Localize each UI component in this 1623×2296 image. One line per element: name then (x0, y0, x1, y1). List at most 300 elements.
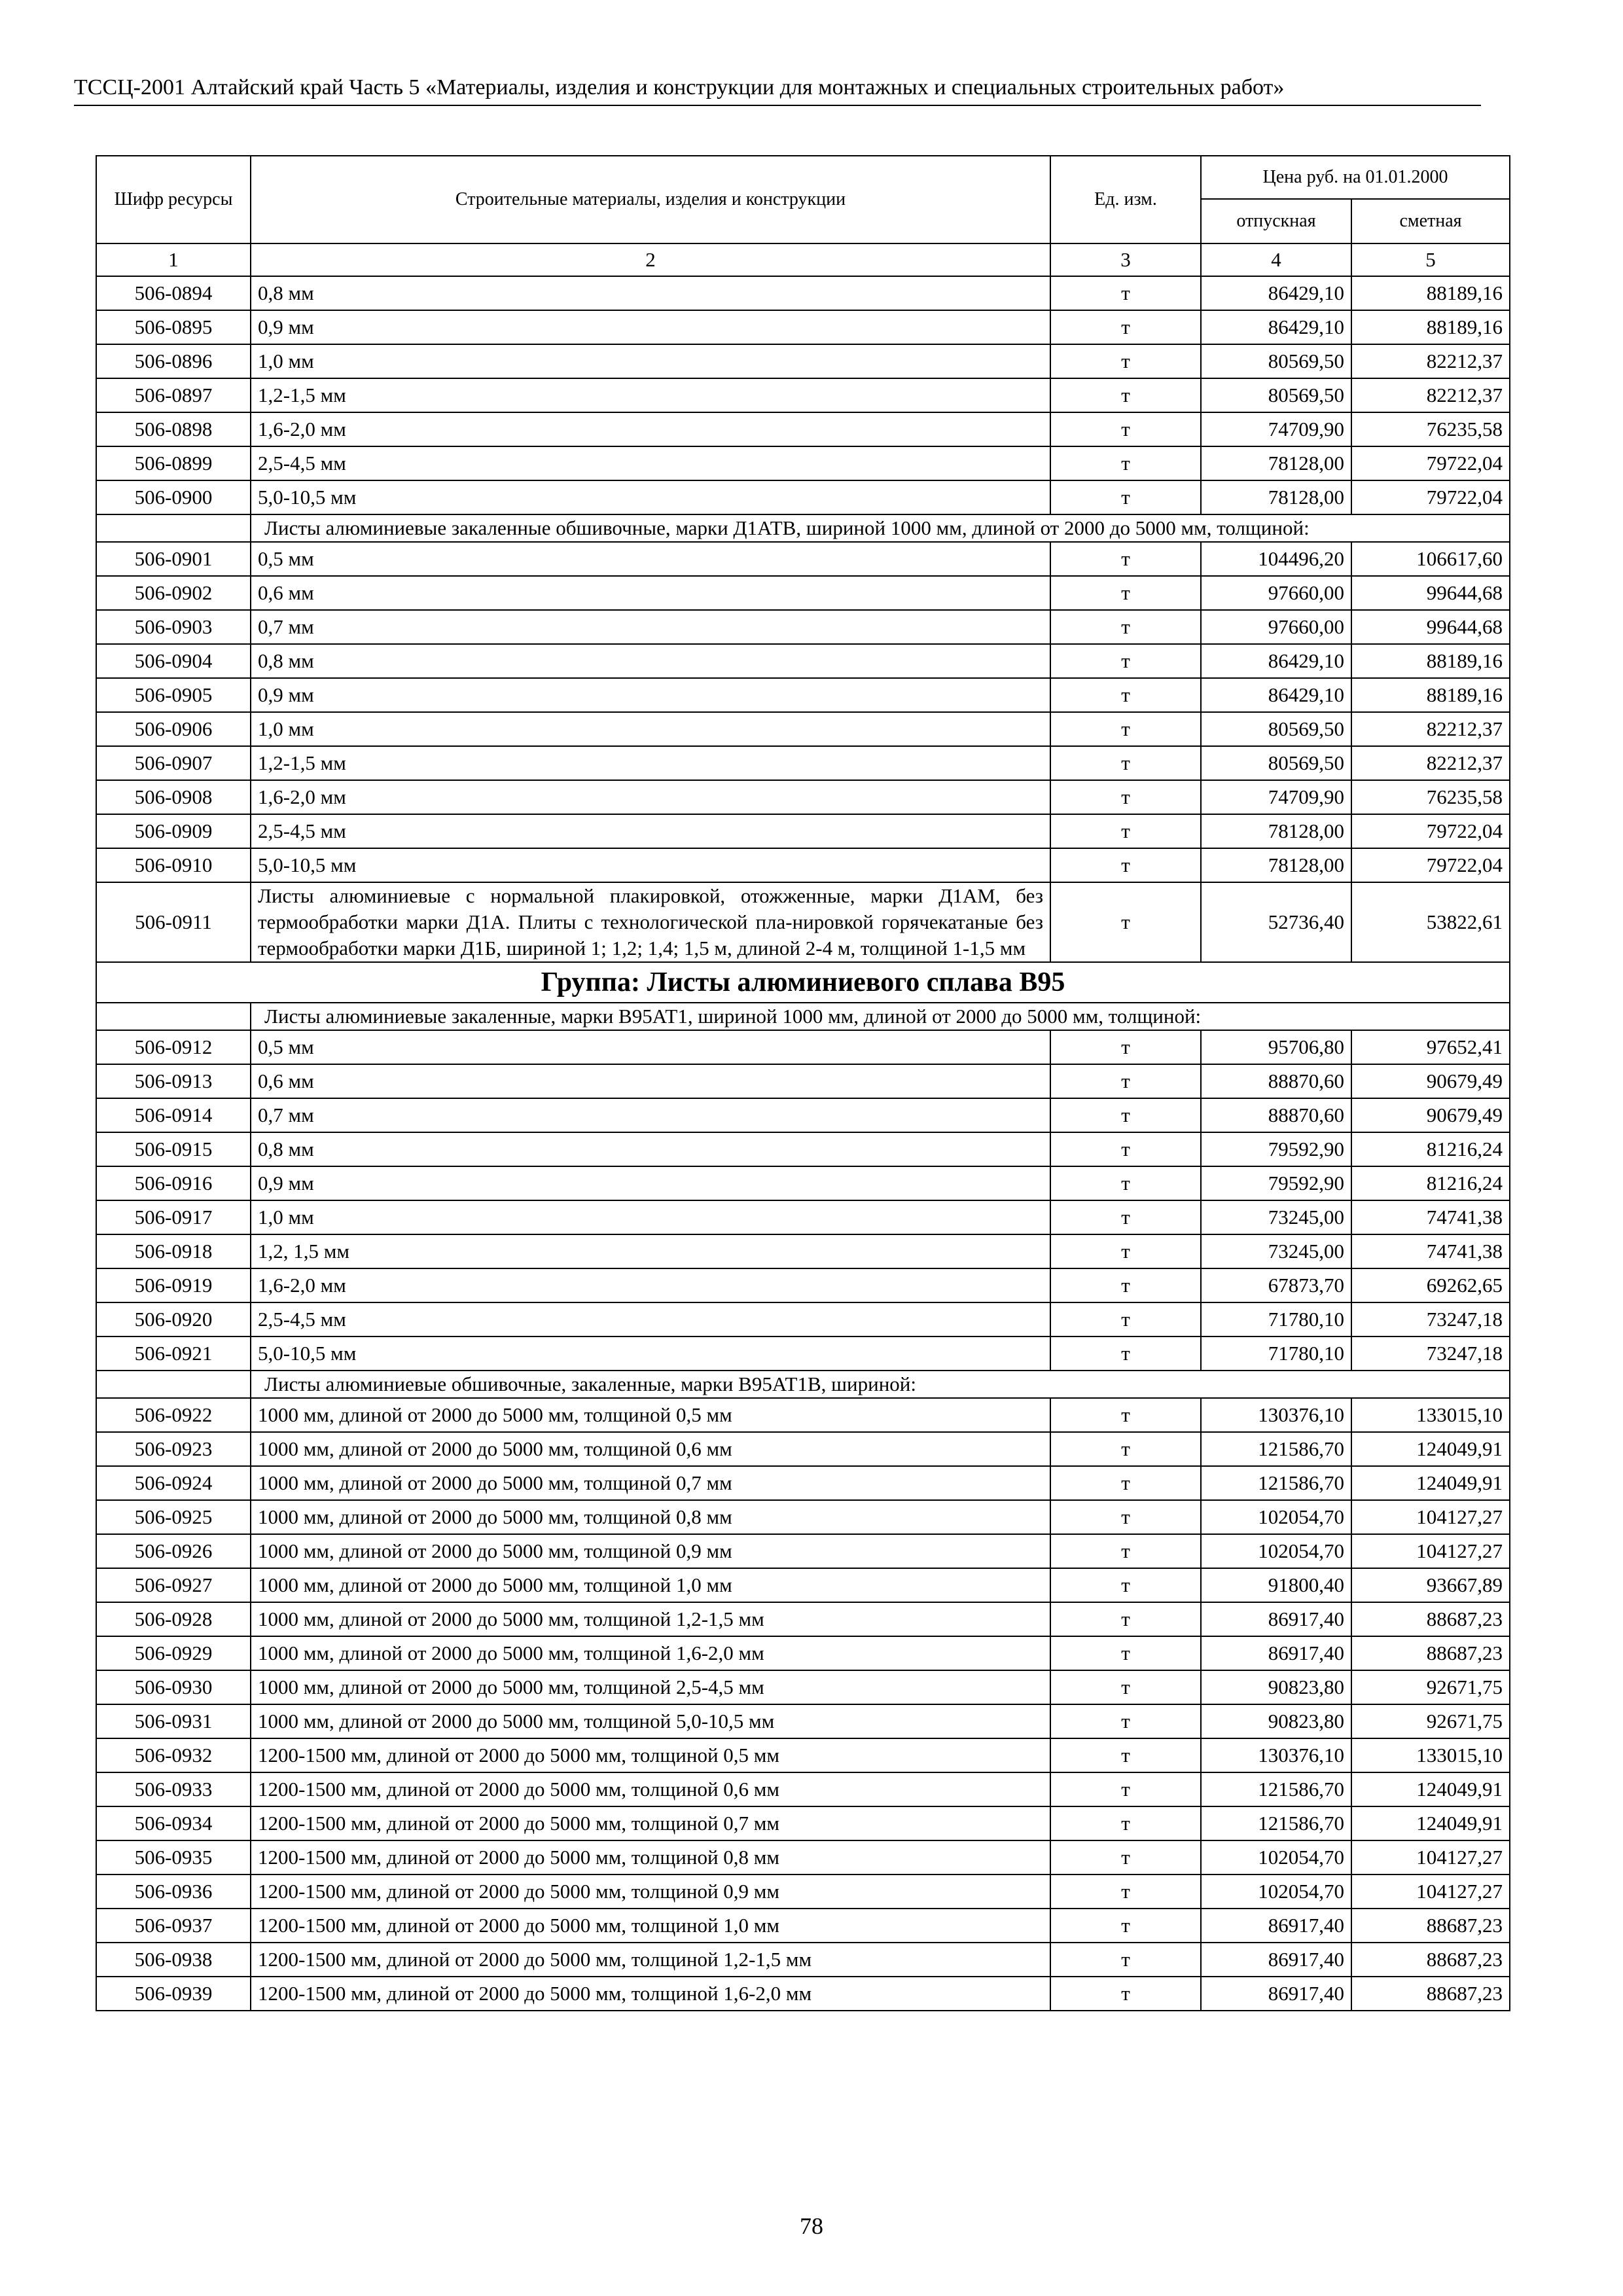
price-release: 86429,10 (1201, 276, 1351, 310)
price-release: 121586,70 (1201, 1432, 1351, 1466)
resource-code: 506-0928 (96, 1602, 251, 1636)
column-number-row (96, 243, 1510, 276)
resource-code: 506-0937 (96, 1909, 251, 1943)
price-release: 97660,00 (1201, 576, 1351, 610)
resource-code: 506-0923 (96, 1432, 251, 1466)
table-row (96, 1806, 1510, 1840)
material-name: 5,0-10,5 мм (251, 1336, 1050, 1371)
page-number: 78 (800, 2213, 823, 2239)
column-number: 5 (1351, 243, 1510, 276)
material-name: 1,2-1,5 мм (251, 378, 1050, 412)
table-row (96, 1909, 1510, 1943)
table-row (96, 1234, 1510, 1268)
price-estimate: 81216,24 (1351, 1132, 1510, 1166)
price-release: 102054,70 (1201, 1874, 1351, 1909)
resource-code: 506-0918 (96, 1234, 251, 1268)
resource-code: 506-0895 (96, 310, 251, 344)
price-release: 102054,70 (1201, 1500, 1351, 1534)
material-name: 1000 мм, длиной от 2000 до 5000 мм, толщиной 0,5 мм (251, 1398, 1050, 1432)
table-row (96, 576, 1510, 610)
table-row (96, 610, 1510, 644)
unit: т (1050, 576, 1201, 610)
price-estimate: 88687,23 (1351, 1977, 1510, 2011)
price-release: 73245,00 (1201, 1234, 1351, 1268)
material-name: 0,6 мм (251, 1064, 1050, 1098)
price-release: 73245,00 (1201, 1200, 1351, 1234)
column-number: 4 (1201, 243, 1351, 276)
price-estimate: 99644,68 (1351, 576, 1510, 610)
price-estimate: 88189,16 (1351, 310, 1510, 344)
price-estimate: 133015,10 (1351, 1738, 1510, 1772)
price-estimate: 106617,60 (1351, 542, 1510, 576)
price-release: 130376,10 (1201, 1398, 1351, 1432)
price-estimate: 88687,23 (1351, 1602, 1510, 1636)
price-estimate: 53822,61 (1351, 882, 1510, 962)
unit: т (1050, 1200, 1201, 1234)
table-row (96, 1466, 1510, 1500)
subheading-row (96, 1371, 1510, 1398)
price-release: 80569,50 (1201, 746, 1351, 780)
unit: т (1050, 378, 1201, 412)
resource-code: 506-0936 (96, 1874, 251, 1909)
resource-code: 506-0916 (96, 1166, 251, 1200)
material-name: 1200-1500 мм, длиной от 2000 до 5000 мм, толщиной 0,8 мм (251, 1840, 1050, 1874)
table-row (96, 712, 1510, 746)
material-name: 1200-1500 мм, длиной от 2000 до 5000 мм, толщиной 0,6 мм (251, 1772, 1050, 1806)
material-name: Листы алюминиевые с нормальной плакировкой, отожженные, марки Д1АМ, без термообработки марки Д1А. Плиты с технологической пла-нировкой горячекатаные без термообработки марки Д1Б, шириной 1; 1,2; 1,4; 1,5 м, длиной 2-4 м, толщиной 1-1,5 мм (251, 882, 1050, 962)
unit: т (1050, 882, 1201, 962)
unit: т (1050, 678, 1201, 712)
table-row (96, 1268, 1510, 1302)
subheading-text: Листы алюминиевые закаленные, марки В95АТ1, шириной 1000 мм, длиной от 2000 до 5000 мм, толщиной: (251, 1003, 1510, 1030)
price-estimate: 124049,91 (1351, 1432, 1510, 1466)
material-name: 1000 мм, длиной от 2000 до 5000 мм, толщиной 0,9 мм (251, 1534, 1050, 1568)
price-estimate: 99644,68 (1351, 610, 1510, 644)
price-release: 78128,00 (1201, 848, 1351, 882)
material-name: 0,7 мм (251, 610, 1050, 644)
empty-cell (96, 514, 251, 542)
price-estimate: 92671,75 (1351, 1704, 1510, 1738)
unit: т (1050, 644, 1201, 678)
price-release: 52736,40 (1201, 882, 1351, 962)
table-row (96, 848, 1510, 882)
resource-code: 506-0899 (96, 446, 251, 480)
resource-code: 506-0894 (96, 276, 251, 310)
price-release: 86917,40 (1201, 1909, 1351, 1943)
material-name: 1,0 мм (251, 712, 1050, 746)
price-estimate: 79722,04 (1351, 446, 1510, 480)
unit: т (1050, 1977, 1201, 2011)
material-name: 1000 мм, длиной от 2000 до 5000 мм, толщиной 2,5-4,5 мм (251, 1670, 1050, 1704)
material-name: 1,6-2,0 мм (251, 780, 1050, 814)
resource-code: 506-0906 (96, 712, 251, 746)
table-row (96, 310, 1510, 344)
unit: т (1050, 814, 1201, 848)
table-row (96, 1943, 1510, 1977)
material-name: 1000 мм, длиной от 2000 до 5000 мм, толщиной 0,6 мм (251, 1432, 1050, 1466)
resource-code: 506-0920 (96, 1302, 251, 1336)
material-name: 1,6-2,0 мм (251, 1268, 1050, 1302)
price-estimate: 76235,58 (1351, 780, 1510, 814)
price-release: 78128,00 (1201, 814, 1351, 848)
unit: т (1050, 1806, 1201, 1840)
price-estimate: 82212,37 (1351, 344, 1510, 378)
material-name: 1000 мм, длиной от 2000 до 5000 мм, толщиной 1,0 мм (251, 1568, 1050, 1602)
material-name: 5,0-10,5 мм (251, 848, 1050, 882)
price-release: 95706,80 (1201, 1030, 1351, 1064)
price-release: 121586,70 (1201, 1806, 1351, 1840)
price-estimate: 124049,91 (1351, 1772, 1510, 1806)
unit: т (1050, 1432, 1201, 1466)
subheading-row (96, 1003, 1510, 1030)
resource-code: 506-0933 (96, 1772, 251, 1806)
material-name: 2,5-4,5 мм (251, 1302, 1050, 1336)
material-name: 2,5-4,5 мм (251, 814, 1050, 848)
resource-code: 506-0931 (96, 1704, 251, 1738)
price-estimate: 93667,89 (1351, 1568, 1510, 1602)
material-name: 5,0-10,5 мм (251, 480, 1050, 514)
unit: т (1050, 1840, 1201, 1874)
price-release: 79592,90 (1201, 1132, 1351, 1166)
group-title: Группа: Листы алюминиевого сплава В95 (96, 962, 1510, 1003)
table-row (96, 1398, 1510, 1432)
material-name: 0,8 мм (251, 1132, 1050, 1166)
price-release: 121586,70 (1201, 1466, 1351, 1500)
price-estimate: 74741,38 (1351, 1234, 1510, 1268)
unit: т (1050, 1704, 1201, 1738)
price-estimate: 104127,27 (1351, 1840, 1510, 1874)
unit: т (1050, 848, 1201, 882)
material-name: 1000 мм, длиной от 2000 до 5000 мм, толщиной 1,2-1,5 мм (251, 1602, 1050, 1636)
material-name: 1200-1500 мм, длиной от 2000 до 5000 мм, толщиной 0,5 мм (251, 1738, 1050, 1772)
resource-code: 506-0921 (96, 1336, 251, 1371)
resource-code: 506-0939 (96, 1977, 251, 2011)
unit: т (1050, 1336, 1201, 1371)
price-release: 97660,00 (1201, 610, 1351, 644)
material-name: 1200-1500 мм, длиной от 2000 до 5000 мм, толщиной 1,2-1,5 мм (251, 1943, 1050, 1977)
price-estimate: 73247,18 (1351, 1302, 1510, 1336)
price-release: 86917,40 (1201, 1602, 1351, 1636)
price-release: 88870,60 (1201, 1098, 1351, 1132)
material-name: 1,6-2,0 мм (251, 412, 1050, 446)
price-estimate: 74741,38 (1351, 1200, 1510, 1234)
unit: т (1050, 610, 1201, 644)
empty-cell (96, 1003, 251, 1030)
table-row (96, 480, 1510, 514)
header-code: Шифр ресурсы (96, 156, 251, 243)
material-name: 2,5-4,5 мм (251, 446, 1050, 480)
header-unit: Ед. изм. (1050, 156, 1201, 243)
table-row (96, 378, 1510, 412)
table-row (96, 1738, 1510, 1772)
group-row (96, 962, 1510, 1003)
table-row (96, 1602, 1510, 1636)
price-estimate: 104127,27 (1351, 1534, 1510, 1568)
unit: т (1050, 1500, 1201, 1534)
resource-code: 506-0935 (96, 1840, 251, 1874)
unit: т (1050, 1132, 1201, 1166)
price-release: 78128,00 (1201, 446, 1351, 480)
table-row (96, 1064, 1510, 1098)
resource-code: 506-0908 (96, 780, 251, 814)
price-release: 102054,70 (1201, 1840, 1351, 1874)
table-row (96, 644, 1510, 678)
column-number: 1 (96, 243, 251, 276)
price-estimate: 90679,49 (1351, 1098, 1510, 1132)
price-release: 79592,90 (1201, 1166, 1351, 1200)
resource-code: 506-0905 (96, 678, 251, 712)
unit: т (1050, 344, 1201, 378)
resource-code: 506-0911 (96, 882, 251, 962)
price-release: 80569,50 (1201, 712, 1351, 746)
price-release: 90823,80 (1201, 1670, 1351, 1704)
resource-code: 506-0932 (96, 1738, 251, 1772)
subheading-text: Листы алюминиевые обшивочные, закаленные, марки В95АТ1В, шириной: (251, 1371, 1510, 1398)
table-row (96, 1030, 1510, 1064)
resource-code: 506-0912 (96, 1030, 251, 1064)
resource-code: 506-0901 (96, 542, 251, 576)
price-release: 67873,70 (1201, 1268, 1351, 1302)
unit: т (1050, 1602, 1201, 1636)
price-estimate: 69262,65 (1351, 1268, 1510, 1302)
unit: т (1050, 1166, 1201, 1200)
material-name: 1200-1500 мм, длиной от 2000 до 5000 мм, толщиной 1,6-2,0 мм (251, 1977, 1050, 2011)
price-release: 86429,10 (1201, 310, 1351, 344)
price-release: 86917,40 (1201, 1943, 1351, 1977)
table-row (96, 276, 1510, 310)
material-name: 1200-1500 мм, длиной от 2000 до 5000 мм, толщиной 1,0 мм (251, 1909, 1050, 1943)
resource-code: 506-0926 (96, 1534, 251, 1568)
table-row (96, 678, 1510, 712)
material-name: 0,9 мм (251, 1166, 1050, 1200)
page-header: ТССЦ-2001 Алтайский край Часть 5 «Материалы, изделия и конструкции для монтажных и специальных строительных работ» (74, 73, 1481, 106)
header-name: Строительные материалы, изделия и конструкции (251, 156, 1050, 243)
price-estimate: 82212,37 (1351, 378, 1510, 412)
subheading-text: Листы алюминиевые закаленные обшивочные, марки Д1АТВ, шириной 1000 мм, длиной от 2000 до 5000 мм, толщиной: (251, 514, 1510, 542)
material-name: 0,5 мм (251, 542, 1050, 576)
resource-code: 506-0910 (96, 848, 251, 882)
subheading-row (96, 514, 1510, 542)
table-row (96, 1568, 1510, 1602)
column-number: 2 (251, 243, 1050, 276)
unit: т (1050, 446, 1201, 480)
price-estimate: 79722,04 (1351, 814, 1510, 848)
price-estimate: 88189,16 (1351, 276, 1510, 310)
material-name: 1000 мм, длиной от 2000 до 5000 мм, толщиной 0,8 мм (251, 1500, 1050, 1534)
price-estimate: 76235,58 (1351, 412, 1510, 446)
table-row (96, 882, 1510, 962)
price-estimate: 124049,91 (1351, 1806, 1510, 1840)
price-estimate: 88189,16 (1351, 644, 1510, 678)
price-release: 121586,70 (1201, 1772, 1351, 1806)
price-release: 74709,90 (1201, 780, 1351, 814)
resource-code: 506-0922 (96, 1398, 251, 1432)
resource-code: 506-0914 (96, 1098, 251, 1132)
resource-code: 506-0903 (96, 610, 251, 644)
material-name: 0,8 мм (251, 276, 1050, 310)
header-estimate: сметная (1351, 199, 1510, 243)
material-name: 0,8 мм (251, 644, 1050, 678)
material-name: 1200-1500 мм, длиной от 2000 до 5000 мм, толщиной 0,9 мм (251, 1874, 1050, 1909)
table-row (96, 1534, 1510, 1568)
material-name: 1,0 мм (251, 1200, 1050, 1234)
resource-code: 506-0907 (96, 746, 251, 780)
table-row (96, 1166, 1510, 1200)
unit: т (1050, 1466, 1201, 1500)
table-row (96, 1636, 1510, 1670)
price-estimate: 79722,04 (1351, 480, 1510, 514)
price-release: 86917,40 (1201, 1977, 1351, 2011)
price-release: 90823,80 (1201, 1704, 1351, 1738)
price-estimate: 104127,27 (1351, 1500, 1510, 1534)
unit: т (1050, 1772, 1201, 1806)
price-release: 86429,10 (1201, 644, 1351, 678)
empty-cell (96, 1371, 251, 1398)
price-release: 88870,60 (1201, 1064, 1351, 1098)
table-row (96, 780, 1510, 814)
unit: т (1050, 1909, 1201, 1943)
resource-code: 506-0919 (96, 1268, 251, 1302)
unit: т (1050, 1398, 1201, 1432)
material-name: 1,2-1,5 мм (251, 746, 1050, 780)
price-estimate: 97652,41 (1351, 1030, 1510, 1064)
table-row (96, 1670, 1510, 1704)
resource-code: 506-0913 (96, 1064, 251, 1098)
resource-code: 506-0898 (96, 412, 251, 446)
material-name: 1000 мм, длиной от 2000 до 5000 мм, толщиной 1,6-2,0 мм (251, 1636, 1050, 1670)
unit: т (1050, 480, 1201, 514)
table-body (96, 276, 1510, 2011)
material-name: 0,5 мм (251, 1030, 1050, 1064)
material-name: 0,9 мм (251, 310, 1050, 344)
material-name: 0,6 мм (251, 576, 1050, 610)
resource-code: 506-0930 (96, 1670, 251, 1704)
unit: т (1050, 1534, 1201, 1568)
price-estimate: 88687,23 (1351, 1943, 1510, 1977)
price-estimate: 104127,27 (1351, 1874, 1510, 1909)
price-release: 80569,50 (1201, 378, 1351, 412)
price-estimate: 88189,16 (1351, 678, 1510, 712)
resource-code: 506-0909 (96, 814, 251, 848)
price-estimate: 133015,10 (1351, 1398, 1510, 1432)
price-estimate: 81216,24 (1351, 1166, 1510, 1200)
unit: т (1050, 1030, 1201, 1064)
unit: т (1050, 412, 1201, 446)
material-name: 1,0 мм (251, 344, 1050, 378)
resource-code: 506-0938 (96, 1943, 251, 1977)
table-row (96, 1098, 1510, 1132)
material-name: 1200-1500 мм, длиной от 2000 до 5000 мм, толщиной 0,7 мм (251, 1806, 1050, 1840)
unit: т (1050, 310, 1201, 344)
table-row (96, 1840, 1510, 1874)
header-price: Цена руб. на 01.01.2000 (1201, 156, 1510, 199)
resource-code: 506-0904 (96, 644, 251, 678)
price-release: 74709,90 (1201, 412, 1351, 446)
unit: т (1050, 1874, 1201, 1909)
table-row (96, 1977, 1510, 2011)
unit: т (1050, 1302, 1201, 1336)
table-row (96, 1704, 1510, 1738)
price-release: 86429,10 (1201, 678, 1351, 712)
unit: т (1050, 746, 1201, 780)
price-estimate: 88687,23 (1351, 1636, 1510, 1670)
price-release: 78128,00 (1201, 480, 1351, 514)
resource-code: 506-0925 (96, 1500, 251, 1534)
price-release: 91800,40 (1201, 1568, 1351, 1602)
material-name: 1000 мм, длиной от 2000 до 5000 мм, толщиной 0,7 мм (251, 1466, 1050, 1500)
price-estimate: 90679,49 (1351, 1064, 1510, 1098)
unit: т (1050, 780, 1201, 814)
resource-code: 506-0900 (96, 480, 251, 514)
price-release: 102054,70 (1201, 1534, 1351, 1568)
table-row (96, 446, 1510, 480)
table-row (96, 746, 1510, 780)
price-release: 130376,10 (1201, 1738, 1351, 1772)
resource-code: 506-0897 (96, 378, 251, 412)
unit: т (1050, 1234, 1201, 1268)
price-estimate: 73247,18 (1351, 1336, 1510, 1371)
resource-code: 506-0924 (96, 1466, 251, 1500)
unit: т (1050, 276, 1201, 310)
table-row (96, 1772, 1510, 1806)
table-row (96, 412, 1510, 446)
price-estimate: 88687,23 (1351, 1909, 1510, 1943)
unit: т (1050, 1670, 1201, 1704)
unit: т (1050, 1738, 1201, 1772)
table-row (96, 1336, 1510, 1371)
price-table (96, 155, 1510, 2011)
table-row (96, 344, 1510, 378)
material-name: 0,7 мм (251, 1098, 1050, 1132)
resource-code: 506-0896 (96, 344, 251, 378)
table-row (96, 1302, 1510, 1336)
unit: т (1050, 1268, 1201, 1302)
table-row (96, 814, 1510, 848)
column-number: 3 (1050, 243, 1201, 276)
price-estimate: 82212,37 (1351, 746, 1510, 780)
unit: т (1050, 712, 1201, 746)
unit: т (1050, 1064, 1201, 1098)
unit: т (1050, 1943, 1201, 1977)
price-release: 80569,50 (1201, 344, 1351, 378)
table-row (96, 1132, 1510, 1166)
table-row (96, 1200, 1510, 1234)
unit: т (1050, 542, 1201, 576)
unit: т (1050, 1098, 1201, 1132)
unit: т (1050, 1568, 1201, 1602)
price-estimate: 92671,75 (1351, 1670, 1510, 1704)
resource-code: 506-0915 (96, 1132, 251, 1166)
material-name: 0,9 мм (251, 678, 1050, 712)
price-release: 71780,10 (1201, 1302, 1351, 1336)
price-estimate: 79722,04 (1351, 848, 1510, 882)
resource-code: 506-0917 (96, 1200, 251, 1234)
table-row (96, 542, 1510, 576)
resource-code: 506-0929 (96, 1636, 251, 1670)
price-estimate: 124049,91 (1351, 1466, 1510, 1500)
price-estimate: 82212,37 (1351, 712, 1510, 746)
table-row (96, 1500, 1510, 1534)
unit: т (1050, 1636, 1201, 1670)
price-release: 104496,20 (1201, 542, 1351, 576)
resource-code: 506-0934 (96, 1806, 251, 1840)
header-release: отпускная (1201, 199, 1351, 243)
resource-code: 506-0902 (96, 576, 251, 610)
price-release: 86917,40 (1201, 1636, 1351, 1670)
resource-code: 506-0927 (96, 1568, 251, 1602)
material-name: 1,2, 1,5 мм (251, 1234, 1050, 1268)
price-release: 71780,10 (1201, 1336, 1351, 1371)
